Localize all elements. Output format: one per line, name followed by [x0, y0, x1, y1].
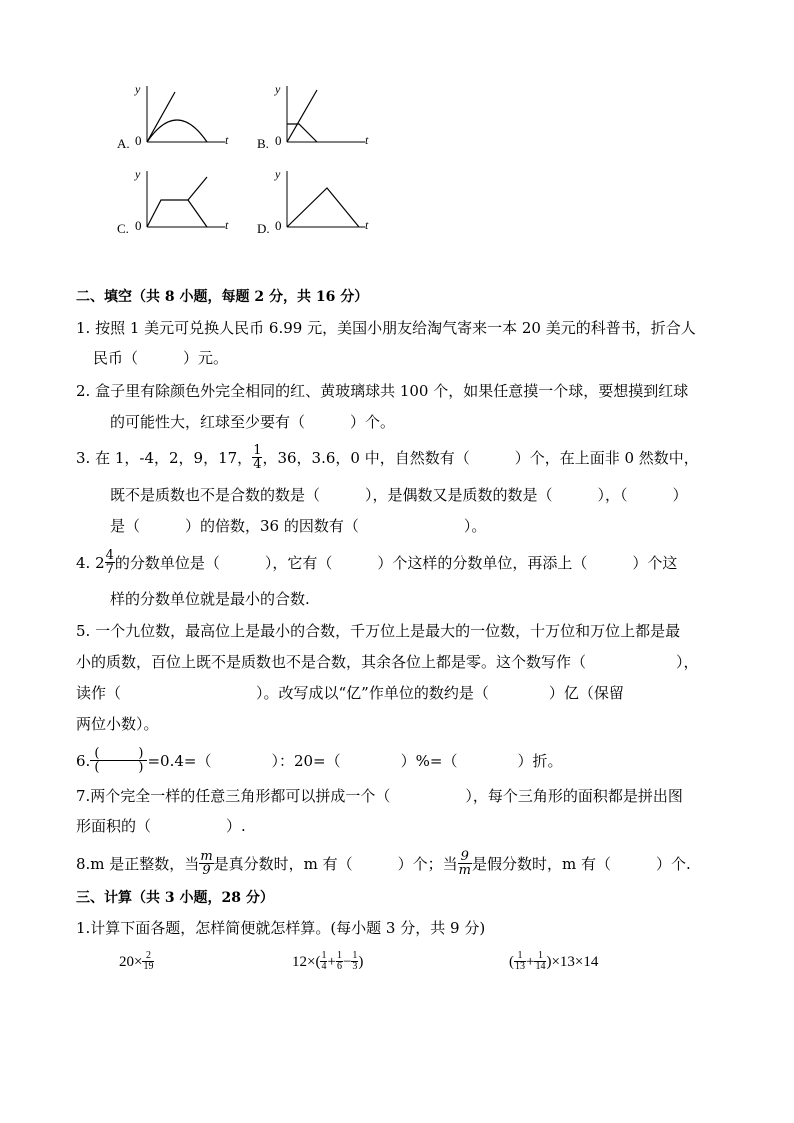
- fraction-denominator: 9: [202, 863, 211, 878]
- open-paren: (: [509, 953, 514, 970]
- expression-3: [509, 951, 598, 972]
- graph-b: [255, 78, 375, 153]
- fraction-denominator: 19: [143, 961, 154, 972]
- fraction-denominator: 3: [352, 961, 358, 972]
- origin-label: 0: [275, 133, 282, 148]
- section3-q1: 1.计算下面各题，怎样简便就怎样算。(每小题 3 分，共 9 分): [76, 919, 486, 937]
- q3-text-b: ，36，3.6，0 中，自然数有（ ）个，在上面非 0 然数中，: [262, 448, 699, 467]
- y-axis-letter: y: [135, 167, 141, 181]
- fraction-numerator: 9: [458, 850, 472, 864]
- q8-line: [76, 850, 691, 877]
- fraction-numerator: 1: [253, 443, 262, 458]
- q8-fraction-1: [199, 850, 213, 877]
- close-paren: ): [358, 953, 364, 970]
- plus-operator: +: [327, 953, 336, 970]
- q5-line3: 读作（ ）。改写成以“亿”作单位的数约是（ ）亿（保留: [76, 684, 624, 702]
- section3-heading: 三、计算（共 3 小题，28 分）: [76, 890, 274, 906]
- fraction-denominator: m: [458, 863, 471, 878]
- fraction-numerator: 1: [534, 951, 546, 962]
- fraction-denominator-blank: ( ): [94, 760, 144, 775]
- q6-text: =0.4=（ ）：20=（ ）%=（ ）折。: [147, 751, 563, 770]
- plus-operator: +: [526, 953, 535, 970]
- origin-label: 0: [275, 218, 282, 233]
- fraction-numerator: 1: [514, 951, 526, 962]
- fraction-numerator: 1: [352, 950, 358, 961]
- expr2-fraction-3: [351, 951, 358, 972]
- origin-label: 0: [135, 133, 142, 148]
- expr2-fraction-1: [320, 951, 327, 972]
- q8-text-a: 8.m 是正整数，当: [76, 854, 200, 873]
- q2-line2: 的可能性大，红球至少要有（ ）个。: [110, 413, 396, 431]
- q7-line1: 7.两个完全一样的任意三角形都可以拼成一个（ ），每个三角形的面积都是拼出图: [76, 787, 683, 805]
- expr2-fraction-2: [336, 951, 343, 972]
- graph-a-plot: [115, 78, 235, 153]
- option-label: A.: [117, 136, 130, 151]
- fraction-numerator: m: [200, 849, 213, 864]
- y-axis-letter: y: [275, 82, 281, 96]
- fraction-denominator: 14: [535, 961, 546, 972]
- q6-blank-fraction: [90, 747, 147, 774]
- fraction-denominator: 4: [321, 961, 327, 972]
- q7-line2: 形面积的（ ）.: [76, 817, 246, 835]
- q6-number: 6.: [76, 751, 91, 770]
- t-axis-letter: t: [225, 218, 229, 232]
- q5-line2: 小的质数，百位上既不是质数也不是合数，其余各位上都是零。这个数写作（ ），: [76, 653, 699, 671]
- fraction-numerator-blank: ( ): [90, 747, 147, 761]
- q1-line2: 民币（ ）元。: [93, 349, 229, 367]
- t-axis-letter: t: [365, 133, 369, 147]
- q3-text-a: 3. 在 1，-4，2，9，17，: [76, 448, 253, 467]
- q3-line1: [76, 444, 699, 471]
- q4-text-b: 的分数单位是（ ），它有（ ）个这样的分数单位，再添上（ ）个这: [114, 553, 678, 572]
- fraction-numerator: 1: [336, 950, 342, 961]
- q6-line: [76, 747, 562, 774]
- expression-2: [292, 951, 363, 972]
- expr1-fraction: [142, 951, 154, 972]
- expr3-fraction-1: [514, 951, 526, 972]
- expr2-text: 12×(: [292, 953, 321, 970]
- expression-1: [119, 951, 154, 972]
- fraction-denominator: 7: [105, 562, 114, 577]
- q4-text-a: 4. 2: [76, 553, 105, 572]
- option-label: B.: [257, 136, 269, 151]
- fraction-numerator: 1: [321, 950, 327, 961]
- y-axis-letter: y: [135, 82, 141, 96]
- q5-line1: 5. 一个九位数，最高位上是最小的合数，千万位上是最大的一位数，十万位和万位上都是最: [76, 622, 681, 640]
- option-label: C.: [117, 221, 129, 236]
- fraction-denominator: 6: [336, 961, 342, 972]
- minus-operator: −: [342, 953, 352, 970]
- t-axis-letter: t: [225, 133, 229, 147]
- q4-fraction: [105, 549, 115, 576]
- q3-fraction: [252, 444, 262, 471]
- fraction-denominator: 13: [515, 961, 525, 972]
- graph-a: [115, 78, 235, 153]
- expr3-text: )×13×14: [546, 953, 599, 970]
- fraction-numerator: 4: [105, 548, 114, 563]
- graph-d: [255, 163, 375, 238]
- fraction-numerator: 2: [142, 951, 154, 962]
- expr3-fraction-2: [534, 951, 546, 972]
- graph-d-plot: [255, 163, 375, 238]
- q3-line3: 是（ ）的倍数，36 的因数有（ ）。: [110, 517, 487, 535]
- q1-line1: 1. 按照 1 美元可兑换人民币 6.99 元，美国小朋友给淘气寄来一本 20 美元的科普书，折合人: [76, 319, 696, 337]
- graph-b-plot: [255, 78, 375, 153]
- section2-heading: 二、填空（共 8 小题，每题 2 分，共 16 分）: [76, 289, 369, 305]
- fraction-denominator: 4: [253, 457, 262, 472]
- graph-c: [115, 163, 235, 238]
- q8-fraction-2: [458, 850, 472, 877]
- expr1-text: 20×: [119, 953, 143, 970]
- q8-text-c: 是假分数时，m 有（ ）个.: [471, 854, 691, 873]
- q4-line2: 样的分数单位就是最小的合数.: [110, 590, 310, 608]
- graph-c-plot: [115, 163, 235, 238]
- option-label: D.: [257, 221, 270, 236]
- q5-line4: 两位小数）。: [76, 715, 159, 733]
- q4-line1: [76, 549, 677, 576]
- y-axis-letter: y: [275, 167, 281, 181]
- origin-label: 0: [135, 218, 142, 233]
- q8-text-b: 是真分数时，m 有（ ）个；当: [213, 854, 458, 873]
- q3-line2: 既不是质数也不是合数的数是（ ），是偶数又是质数的数是（ ），（ ）: [110, 486, 688, 504]
- q2-line1: 2. 盒子里有除颜色外完全相同的红、黄玻璃球共 100 个，如果任意摸一个球，要想摸到红球: [76, 382, 689, 400]
- t-axis-letter: t: [365, 218, 369, 232]
